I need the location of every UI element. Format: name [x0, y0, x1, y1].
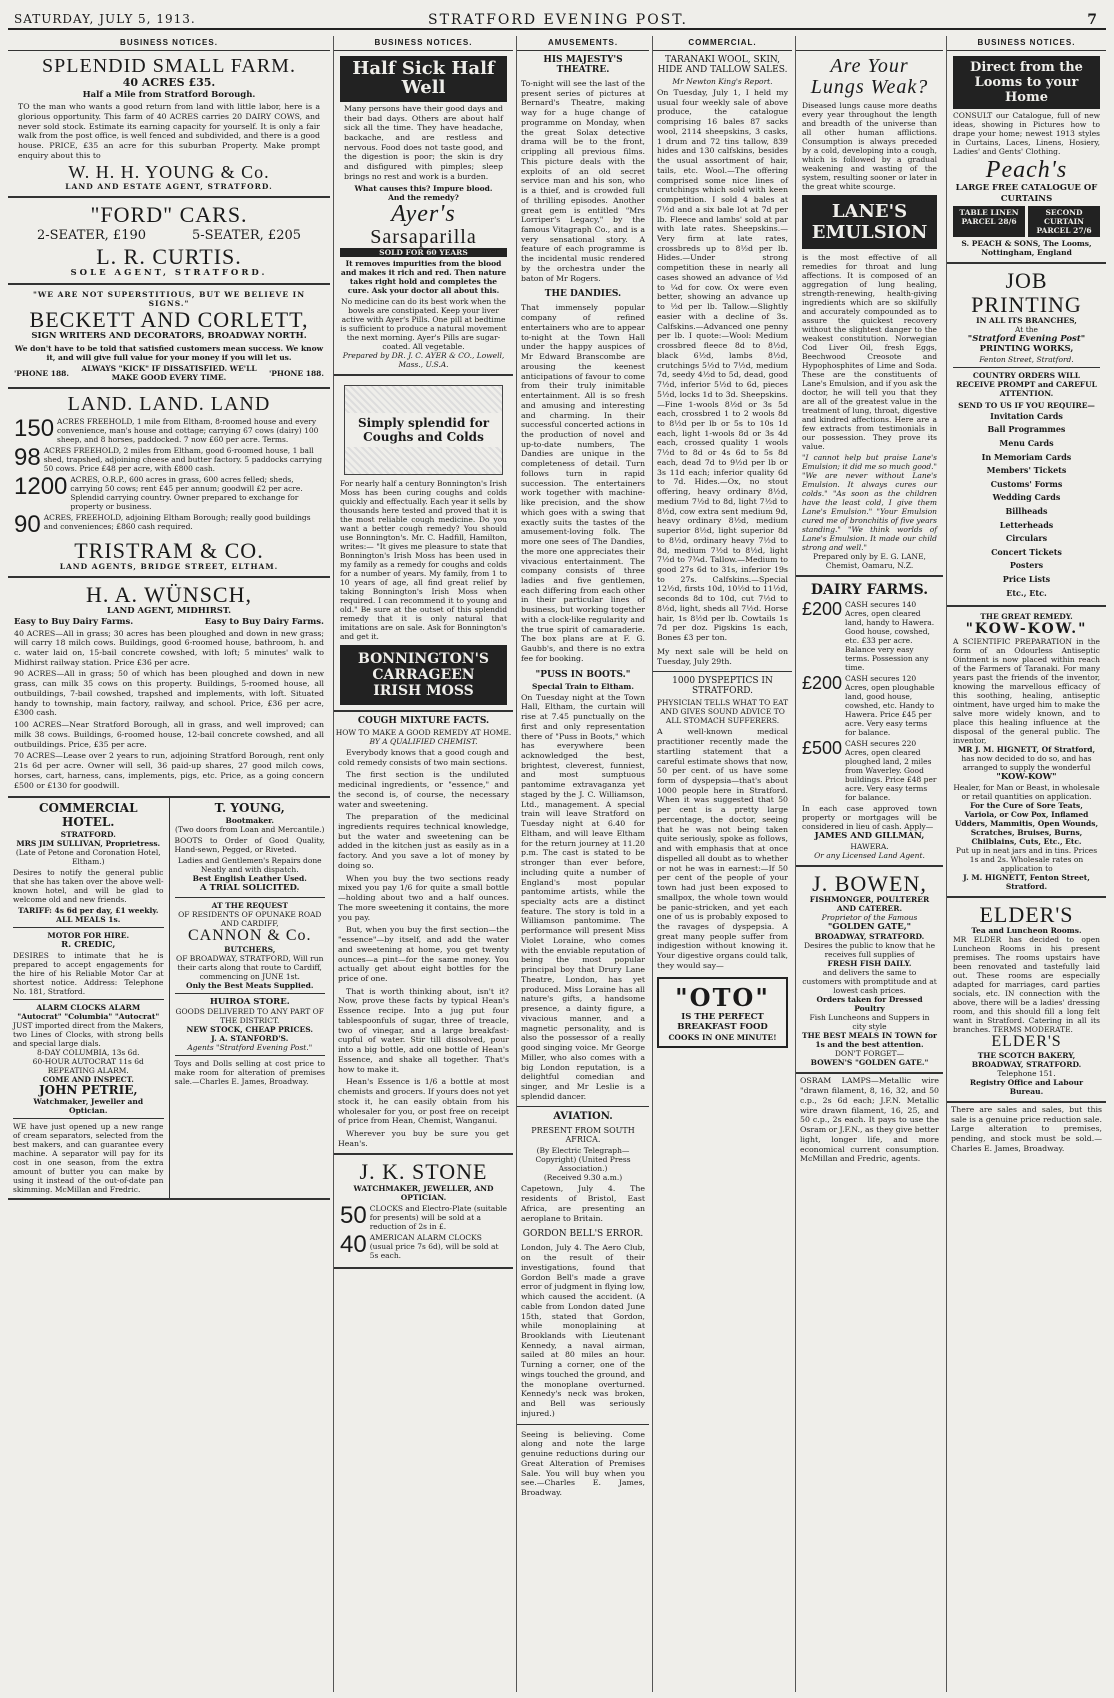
- stone-name: J. K. STONE: [359, 1159, 488, 1185]
- land-item: [14, 446, 324, 473]
- bonnington-illustration: [344, 385, 503, 475]
- job-send: SEND TO US IF YOU REQUIRE—: [958, 400, 1095, 410]
- column-header: [796, 36, 943, 51]
- ford-ad: [8, 198, 330, 286]
- column-2: [333, 36, 513, 1692]
- job-post: "Stratford Evening Post": [967, 333, 1086, 344]
- hotel-text: Desires to notify the general public that she has taken over the above well-known hotel, and will be glad to welcome old and new friends.: [13, 867, 164, 904]
- young-loc: (Two doors from Loan and Mercantile.): [175, 825, 325, 835]
- stone-ad: [334, 1153, 513, 1268]
- motor-name: R. CREDIC,: [61, 939, 116, 950]
- clocks-text: JUST imported direct from the Makers, two Lines of Clocks, with strong bells and special large dials.: [13, 1020, 164, 1048]
- bowen-fish: FRESH FISH DAILY.: [827, 959, 912, 969]
- beckett-ad: [8, 285, 330, 389]
- cannon-only: Only the Best Meats Supplied.: [186, 980, 314, 990]
- dairy-farm-1-cash: £200: [802, 599, 843, 620]
- mixture-para: When you buy the two sections ready mixed you pay 1/6 for quite a small bottle—holding about two and a half ounces. The more sweetening it contains, the more you pay.: [338, 873, 509, 922]
- bowen-role: FISHMONGER, POULTERER AND CATERER.: [809, 894, 930, 913]
- dairy-farm-1: CASH secures 140 Acres, open cleared land, handy to Hawera. Good house, cowshed, etc. £33 per acre. Balance very easy terms. Possession any time.: [845, 600, 935, 673]
- motor-title: MOTOR FOR HIRE.: [47, 930, 130, 940]
- wool-next: My next sale will be held on Tuesday, July 29th.: [657, 646, 788, 666]
- farm-agent: W. H. H. YOUNG & Co.: [68, 161, 270, 182]
- beckett-kick: ALWAYS "KICK" IF DISSATISFIED. WE'LL MAKE GOOD EVERY TIME.: [81, 364, 257, 383]
- dairy-agent: JAMES AND GILLMAN,: [814, 831, 925, 842]
- stone-item-2-number: 40: [340, 1230, 367, 1258]
- dyspeptics-title: 1000 DYSPEPTICS IN STRATFORD.: [672, 676, 773, 697]
- lane-maker: Prepared only by E. G. LANE, Chemist, Oamaru, N.Z.: [813, 552, 926, 570]
- wunsch-slogan-right: Easy to Buy Dairy Farms.: [204, 616, 324, 627]
- beckett-text: We don't have to be told that satisfied customers mean success. We know it, and will give full value for your money if you will let us.: [14, 344, 324, 363]
- beckett-trade: SIGN WRITERS AND DECORATORS, BROADWAY NORTH.: [31, 331, 307, 342]
- wool-title: TARANAKI WOOL, SKIN, HIDE AND TALLOW SALES.: [657, 55, 788, 75]
- wool-report: Mr Newton King's Report.: [672, 77, 773, 86]
- elder-bakery-2: THE SCOTCH BAKERY, BROADWAY, STRATFORD.: [971, 1050, 1082, 1069]
- stone-item-2: AMERICAN ALARM CLOCKS (usual price 7s 6d), will be sold at 5s each.: [369, 1232, 499, 1260]
- land-item: [14, 417, 324, 444]
- mixture-title: COUGH MIXTURE FACTS.: [357, 715, 490, 726]
- lane-text-2: is the most effective of all remedies for throat and lung affections. It is composed of an aggregation of lung healing, strength-renewing, health-giving ingredients which are so skilfully and accurately compounded as to assure the quickest recovery without the slightest danger to the weakest constitution. Norwegian Cod Liver Oil, fresh Eggs, Beechwood Creosote and Hypophosphites of Lime and Soda. These are the constituents of Lane's Emulsion, and if you ask the doctor, he will tell you that they are all of the greatest value in the treatment of lung, throat, digestive and kindred affections. Here are a few extracts from testimonials in our possession. They prove its value.: [802, 253, 937, 451]
- farm-text: TO the man who wants a good return from land with little labor, here is a glorious opportunity. This farm of 40 ACRES carries 20 DAIRY COWS, and never sold stock. Estimate its earning capacity for yourself. It is only a fair walk from the post office, is well fenced and subdivided, and there is a good house. PRICE, £35 an acre for this suburban Property. Make prompt enquiry about this to: [18, 102, 320, 160]
- motor-text: DESIRES to intimate that he is prepared to accept engagements for the hire of his Reliable Motor Car at shortest notice. Address: Telephone No. 181, Stratford.: [13, 950, 164, 996]
- farm-acres: 40 ACRES £35.: [122, 76, 216, 89]
- mixture-para: But, when you buy the first section—the "essence"—by itself, and add the water and sweetening at home, you get twenty ounces—a pint—for the same money. You actually get about eight bottles for the price of one.: [338, 925, 509, 983]
- ayer-ad: [334, 51, 513, 376]
- young-trial: A TRIAL SOLICITED.: [199, 883, 300, 894]
- farm-agent-sub: LAND AND ESTATE AGENT, STRATFORD.: [65, 181, 273, 191]
- kowkow-put: Put up in neat jars and in tins. Prices 1s and 2s. Wholesale rates on application to: [955, 845, 1098, 873]
- stone-role: WATCHMAKER, JEWELLER, AND OPTICIAN.: [353, 1183, 494, 1202]
- job-works: PRINTING WORKS,: [979, 344, 1074, 355]
- column-5: [795, 36, 943, 1692]
- job-country: COUNTRY ORDERS WILL RECEIVE PROMPT and CAREFUL ATTENTION.: [956, 370, 1097, 398]
- clocks-price-1: 8-DAY COLUMBIA, 13s 6d.: [36, 1047, 140, 1057]
- column-header: BUSINESS NOTICES.: [947, 36, 1106, 51]
- list-item: Billheads: [1005, 506, 1048, 517]
- separator-text: WE have just opened up a new range of cream separators, selected from the best makers, and can guarantee every machine. A separator will pay for its cost in one season, from the extra amount of butter you can make by using it instead of the out-of-date pan skimming. McMillan and Fredric.: [13, 1122, 164, 1195]
- sales-text: There are sales and sales, but this sale is a genuine price reduction sale. Large alteration to premises, pending, and stock must be sold.—Charles E. James, Broadway.: [951, 1104, 1102, 1153]
- farm-title: SPLENDID SMALL FARM.: [42, 55, 296, 77]
- oto-claim: IS THE PERFECT BREAKFAST FOOD: [677, 1011, 768, 1033]
- masthead-date: SATURDAY, JULY 5, 1913.: [14, 12, 196, 26]
- lane-text: Diseased lungs cause more deaths every year throughout the length and breadth of the universe than all other human afflictions. Consumption is always preceded by a cold, developing into a cough, which is followed by a gradual weakening and wasting of the system, resulting sooner or later in the great white scourge.: [802, 101, 937, 191]
- land-item-text: ACRES FREEHOLD, 2 miles from Eltham, good 6-roomed house, 1 ball shed, trapshed, adjoining cheese and butter factory. 5 paddocks carrying 50 cows. Price £48 per acre, with £800 cash.: [43, 446, 323, 474]
- hotel-prop: MRS JIM SULLIVAN, Proprietress.: [16, 838, 161, 848]
- dairy-farm-2: CASH secures 120 Acres, open ploughable land, good house, cowshed, etc. Handy to Hawera. Price £45 per acre. Very easy terms for balance.: [845, 674, 935, 738]
- kowkow-t2: has now decided to do so, and has arranged to supply the wonderful: [961, 754, 1092, 773]
- mixture-by: BY A QUALIFIED CHEMIST.: [369, 736, 478, 746]
- dairy-place: HAWERA.: [850, 841, 889, 851]
- bowen-dont: DON'T FORGET—: [834, 1049, 905, 1059]
- clocks-title: ALARM CLOCKS ALARM: [36, 1002, 141, 1012]
- young-best: Best English Leather Used.: [192, 874, 307, 884]
- beckett-tag: "WE ARE NOT SUPERSTITIOUS, BUT WE BELIEVE IN SIGNS.": [32, 290, 306, 309]
- wunsch-ad: [8, 578, 330, 798]
- bowen-name: J. BOWEN,: [812, 870, 927, 896]
- kowkow-ad: [947, 607, 1106, 898]
- page-number: 7: [1087, 12, 1098, 28]
- lane-brand: LANE'S EMULSION: [802, 195, 937, 249]
- list-item: Letterheads: [999, 519, 1054, 530]
- cannon-req: AT THE REQUEST: [211, 900, 288, 910]
- kowkow-name-2: "KOW-KOW": [996, 772, 1057, 783]
- gordon-text: London, July 4. The Aero Club, on the result of their investigations, found that Gordon Bell's made a grave error of judgment in flying low, which caused the accident. (A cable from London dated June 15th, stated that Gordon, while monoplaining at Brooklands with Lieutenant Kennedy, a naval airman, sailed at 80 miles an hour. Turning a corner, one of the wings touched the ground, and the monoplane overturned. Kennedy's neck was broken, and Bell was seriously injured.): [521, 1243, 645, 1418]
- hotel-tariff: TARIFF: 4s 6d per day, £1 weekly.: [18, 905, 159, 915]
- elder-text: MR ELDER has decided to open Luncheon Rooms in his present premises. The rooms upstairs have been renovated and tastefully laid out. These rooms are especially adapted for marriages, card parties socials, etc. IN connection with the above, there will be a ladies' dressing room, and this should fill a long felt want in Stratford. Catering in all its branches. TERMS MODERATE.: [953, 935, 1100, 1034]
- bowen-best: THE BEST MEALS IN TOWN for 1s and the best attention.: [802, 1031, 937, 1050]
- job-street: Fenton Street, Stratford.: [979, 354, 1074, 364]
- ayer-sold: SOLD FOR 60 YEARS: [340, 248, 507, 257]
- kowkow-name: "KOW-KOW.": [965, 621, 1088, 638]
- list-item: Etc., Etc.: [1006, 587, 1047, 598]
- seeing-text: Seeing is believing. Come along and note the large genuine reductions during our Great Alteration of Premises Sale. You will buy when you see.—Charles E. James, Broadway.: [521, 1429, 645, 1497]
- young-title: T. YOUNG,: [214, 801, 285, 816]
- bowen-gate-2: BOWEN'S "GOLDEN GATE.": [810, 1058, 929, 1068]
- mixture-para: The first section is the undiluted medicinal ingredients, or "essence," and the second is, of course, the necessary water and sweetening.: [338, 770, 509, 809]
- list-item: Circulars: [1005, 533, 1048, 544]
- dyspeptics-text: A well-known medical practitioner recently made the startling statement that a careful estimate shows that now, 50 per cent. of us have some form of dyspepsia—that's about 1000 people here in Stratford. When it was suggested that 50 per cent is a pretty large percentage, the doctor, seeing that he was not being taken quite seriously, spoke as follows, and with emphasis that at once dispelled all doubt as to whether or not he was in earnest:—If 50 per cent of the people of your town had just been exposed to smallpox, the whole town would be panic-stricken, and yet each one of us is probably exposed to the ravages of dyspepsia. A great many people suffer from indigestion without knowing it. Your digestive organs could talk, they would say—: [657, 727, 788, 970]
- stone-item-1-number: 50: [340, 1201, 367, 1229]
- elder-bakery: ELDER'S: [991, 1033, 1062, 1050]
- oto-cooks: COOKS IN ONE MINUTE!: [668, 1032, 777, 1042]
- col1-lower-left: [8, 798, 169, 1198]
- dairy-farm-2-cash: £200: [802, 673, 843, 694]
- wool-text: On Tuesday, July 1, I held my usual four weekly sale of above produce, the catalogue comprising 16 bales 87 sacks wool, 2114 sheepskins, 3 casks, 1 drum and 72 tins tallow, 839 hides and 130 calfskins, besides the usual assortment of hair, tails, etc. Wool.—The offering comprised some nice lines of crutchings which sold with keen competition. I sold 4 bales at 7½d and a six bale lot at 7d per lb. Fleece and lambs' sold at par with late rates. Sheepskins.—Very firm at late rates, crossbreds up to 8½d per lb. Hides.—Under strong competition these in nearly all cases showed an advance of ½d to ¼d for cow. Ox were even better, showing an advance up to ½d per lb. Tallow.—Slightly easier with a decline of 3s. Calfskins.—Advanced one penny per lb. I quote:—Wool: Medium crossbred fleece 8d to 8½d, black 6½d, lambs 8½d, crutchings 5½d to 7½d, medium 7d, seedy 4½d to 5d, dead, good 7½d, inferior 5½d to 6d, pieces 5½d, locks 1d to 3d. Sheepskins.—Fine 1-wools 8½d or 3s 5d each, crossbred 1 to 2 wools 8d to 8½d per lb or 5s to 10s 1d each, light 1-wools 8d or 3s 4d each, crossed quality 1 wools 7½d to 8d or 4s 6d to 5s 8d each, dead 7d to 9½d per lb or 3s 11d each; inferior quality 6d to 7d. Hides.—Ox, no stout offering, heavy ordinary 8½d, medium 7½d to 8d, light 7½d to 8½d, cow extra sent medium 9d, heavy ordinary 8½d, medium superior 8½d, light superior 8d to 8½d, ordinary heavy 7½d to 8d, medium 7½d to 8½d, light 7½d to 7¾d. Tallow.—Medium to good 27s 6d to 31s, inferior 19s to 27s. Calfskins.—Special 12½d, firsts 10d, 10½d to 11½d, seconds 8d to 10d, cut 7½d to 8½d, light, sheds all 7½d. Horse hair, 1s 8½d per lb. Cowtails 1s 7d per doz. Pigskins 1s each, Bones £3 per ton.: [657, 88, 788, 643]
- land-item-acres: 98: [14, 444, 41, 472]
- wunsch-role: LAND AGENT, MIDHIRST.: [106, 606, 232, 617]
- job-printing-ad: [947, 264, 1106, 607]
- cannon-of: OF RESIDENTS OF OPUNAKE ROAD AND CARDIFF,: [178, 909, 322, 928]
- gordon-title: GORDON BELL'S ERROR.: [522, 1229, 644, 1240]
- land-item-acres: 1200: [14, 473, 68, 501]
- dairy-farm-3: CASH secures 220 Acres, open cleared ploughed land, 2 miles from Waverley. Good buildings. Price £48 per acre. Very easy terms for balance.: [845, 739, 937, 803]
- cannon-name: CANNON & Co.: [187, 926, 312, 944]
- ayer-text: Many persons have their good days and their bad days. Others are about half sick all the time. They have headache, backache, and are restless and nervous. Food does not taste good, and the digestion is poor; the skin is dry and disfigured with pimples; sleep brings no rest and work is a burden.: [344, 103, 503, 181]
- ford-title: "FORD" CARS.: [90, 201, 248, 227]
- oto-ad: [657, 977, 788, 1048]
- list-item: Concert Tickets: [991, 546, 1062, 557]
- elder-tel: Telephone 151.: [997, 1068, 1056, 1078]
- list-item: Posters: [1009, 560, 1044, 571]
- clocks-names: "Autocrat" "Columbia" "Autocrat": [17, 1011, 160, 1021]
- elder-reg: Registry Office and Labour Bureau.: [969, 1077, 1084, 1096]
- huiroa-text: GOODS DELIVERED TO ANY PART OF THE DISTRICT.: [175, 1007, 325, 1026]
- ayer-and: And the remedy?: [388, 192, 459, 202]
- bowen-t2: and delivers the same to customers with promptitude and at lowest cash prices.: [802, 968, 937, 996]
- column-header: BUSINESS NOTICES.: [8, 36, 330, 51]
- wunsch-item: 100 ACRES—Near Stratford Borough, all in grass, and well improved; can milk 38 cows. Buildings, 6-roomed house, 12-bail concrete cowshed, and all outbuildings. Price, £35 per acre.: [14, 720, 324, 749]
- ayer-question: What causes this? Impure blood.: [354, 183, 493, 193]
- hotel-place: STRATFORD.: [60, 829, 116, 839]
- kowkow-inventor: MR J. M. HIGNETT, Of Stratford,: [957, 745, 1096, 755]
- bowen-lunch: Fish Luncheons and Suppers in city style: [809, 1013, 930, 1032]
- osram-text: OSRAM LAMPS—Metallic wire "drawn filament, 8, 16, 32, and 50 c.p., 2s 6d each; J.F.N. Metallic wire drawn filament, 16, 25, and 50 c.p., 2s each. It pays to use the Osram or J.F.N., as they give better light, longer life, and more economical current consumption. McMillan and Fredric, agents.: [800, 1076, 939, 1164]
- bowen-addr: BROADWAY, STRATFORD.: [814, 932, 925, 942]
- beckett-name: BECKETT AND CORLETT,: [29, 307, 309, 333]
- farm-sub: Half a Mile from Stratford Borough.: [82, 89, 256, 100]
- peach-parcel-1: TABLE LINEN PARCEL 28/6: [953, 206, 1025, 237]
- petrie-role: Watchmaker, Jeweller and Optician.: [33, 1097, 144, 1116]
- dairy-note: In each case approved town property or mortgages will be considered in lieu of cash. Apply—: [802, 804, 937, 832]
- aviation-received: (Received 9.30 a.m.): [543, 1173, 623, 1183]
- lane-quote-1: "I cannot help but praise Lane's Emulsion; it did me so much good.": [802, 453, 938, 471]
- hotel-late: (Late of Petone and Coronation Hotel, Eltham.): [15, 847, 161, 866]
- young-text-2: Ladies and Gentlemen's Repairs done Neatly and with dispatch.: [177, 856, 322, 875]
- list-item: In Memoriam Cards: [981, 451, 1072, 462]
- list-item: Menu Cards: [999, 438, 1054, 449]
- huiroa-new: NEW STOCK, CHEAP PRICES.: [186, 1025, 313, 1035]
- land-item-text: ACRES, FREEHOLD, adjoining Eltham Borough; really good buildings and conveniences; £860 cash required.: [43, 513, 311, 532]
- job-title: JOB PRINTING: [971, 268, 1082, 317]
- hotel-meals: ALL MEALS 1s.: [56, 914, 121, 924]
- mixture-para: Everybody knows that a good cough and cold remedy consists of two main sections.: [338, 747, 509, 767]
- peach-parcel-2: SECOND CURTAIN PARCEL 27/6: [1028, 206, 1100, 237]
- kowkow-text: A SCIENTIFIC PREPARATION in the form of an Odourless Antiseptic Ointment is now placed within reach of the Farmers of Taranaki. For many years past the friends of the inventor, knowing the marvellous efficacy of this soothing, healing, antiseptic ointment, have urged him to make the salve more widely known, and to place this healing influence at the disposal of the general public. The inventor,: [953, 637, 1100, 746]
- kowkow-t3: Healer, for Man or Beast, in wholesale or retail quantities on application.: [953, 782, 1100, 801]
- column-header: BUSINESS NOTICES.: [334, 36, 513, 51]
- dandies-text: That immensely popular company of refined entertainers who are to appear to-night at the Town Hall under the happy auspices of Mr Edward Branscombe are arousing the keenest anticipations of favour to come from their truly inimitable entertainment. All is so fresh and amusing and interesting and charming. In their successful concerted actions in the production of novel and up-to-date numbers, The Dandies are unique in the completeness of detail. Turn follows turn in rapid succession. The entertainers work together with machine-like precision, and the show which goes with a swing that exactly suits the tastes of the amusement-loving folk. The more one sees of The Dandies, the more one appreciates their vivacious entertainment. The company consists of three ladies and five gentlemen, each differing from each other in their particular lines of business, but working together with a clock-like regularity and the true spirit of camaraderie. The box plans are at F. G. Gaubb's, and there is no extra fee for booking.: [521, 303, 645, 663]
- column-header: COMMERCIAL.: [653, 36, 792, 51]
- lane-ad: [796, 51, 943, 577]
- list-item: Wedding Cards: [992, 492, 1061, 503]
- peach-catalogue: LARGE FREE CATALOGUE OF CURTAINS: [955, 183, 1098, 204]
- clocks-inspect: COME AND INSPECT.: [42, 1074, 134, 1084]
- kowkow-title: THE GREAT REMEDY.: [980, 612, 1073, 622]
- land-item-acres: 150: [14, 415, 55, 443]
- column-6: [946, 36, 1106, 1692]
- col1-lower-right: [169, 798, 331, 1198]
- column-3: [516, 36, 649, 1692]
- hotel-title: COMMERCIAL HOTEL.: [38, 801, 138, 830]
- aviation-by: (By Electric Telegraph—Copyright) (United Press Association.): [535, 1146, 631, 1174]
- mixture-para: The preparation of the medicinal ingredients requires technical knowledge, but the water and sweetening can be added in the kitchen just as easily as in a factory. And you save a lot of money by doing so.: [338, 812, 509, 870]
- dairy-ad: [796, 577, 943, 867]
- list-item: Invitation Cards: [990, 410, 1063, 421]
- bowen-orders: Orders taken for Dressed Poultry: [816, 995, 923, 1014]
- ayer-claim: It removes impurities from the blood and makes it rich and red. Then nature takes right hold and completes the cure. Ask your doctor all about this.: [340, 258, 507, 295]
- huiroa-name: J. A. STANFORD'S.: [211, 1034, 289, 1044]
- aviation-title: AVIATION.: [553, 1111, 613, 1123]
- land-item-text: ACRES, O.R.P., 600 acres in grass, 600 acres felled; sheds, carrying 50 cows; rent £45 per annum; goodwill £2 per acre. Splendid carrying country. Owner prepared to exchange for property or business.: [70, 475, 303, 512]
- bonnington-title: Simply splendid for Coughs and Colds: [345, 413, 502, 447]
- ayer-maker: Prepared by DR. J. C. AYER & CO., Lowell, Mass., U.S.A.: [342, 350, 505, 369]
- column-1: [8, 36, 330, 1692]
- elder-sub: Tea and Luncheon Rooms.: [971, 926, 1082, 935]
- oto-brand: "OTO": [675, 982, 770, 1012]
- puss-text: On Tuesday night at the Town Hall, Eltham, the curtain will rise at 7.45 punctually on the first and only representation there of "Puss in Boots," which has everywhere been acknowledged the best, brightest, cleverest, funniest, and most sumptuous pantomime extravaganza yet staged by the J. C. Williamson, Ltd., management. A special train will leave Stratford on Tuesday night at 6.40 for Eltham, and will leave Eltham for the return journey at 11.20 p.m. The cast is stated to be stronger than ever before, including quite a number of England's most popular pantomime artists, while the specialty acts are a distinct feature. The story is told in a Williamson pantomime. The performance will present Miss Violet Loraine, who comes with the enviable reputation of being the most popular principal boy that Drury Lane Theatre, London, has yet produced. Miss Loraine has all nature's gifts, a handsome presence, a dainty figure, a vivacious manner, and a magnetic personality, and is also the possessor of a really good singing voice. Mr George Miller, who also comes with a big London reputation, is a delightful comedian and singer, and Mr Leslie is a splendid dancer.: [521, 692, 645, 1101]
- aviation-text: Capetown, July 4. The residents of Bristol, East Africa, are presenting an aeroplane to Britain.: [521, 1184, 645, 1223]
- mixture-para: Hean's Essence is 1/6 a bottle at most chemists and grocers. If yours does not yet stock it, he can easily obtain from his wholesaler for you, or post free on receipt of price from Hean, Chemist, Wanganui.: [338, 1077, 509, 1126]
- masthead-title: STRATFORD EVENING POST.: [428, 12, 688, 28]
- ayer-title: Half Sick Half Well: [340, 56, 507, 102]
- job-sub: IN ALL ITS BRANCHES,: [976, 315, 1077, 325]
- kowkow-cure: For the Cure of Sore Teats, Variola, or Cow Pox, Inflamed Udders, Mammitis, Open Wounds, Scratches, Bruises, Burns, Chilblains, Cuts, Etc., Etc.: [954, 800, 1099, 846]
- elder-title: ELDER'S: [979, 901, 1074, 927]
- bonnington-text: For nearly half a century Bonnington's Irish Moss has been curing coughs and colds quickly and effectually. Each year it sells by thousands here tested and proved that it is the most reliable cough medicine. Do you want a better cough remedy? You should use Bonnington's. Mr. C. Hadfill, Hamilton, writes:— "It gives me pleasure to state that Bonnington's Irish Moss has been used in my family as a remedy for coughs and colds for a number of years. My family, from 1 to 10 years of age, all find great relief by taking Bonnington's Irish Moss when required. I can recommend it to young and old." Be sure at the outset of this splendid remedy that it is only natural that imitations are on sale. Ask for Bonnington's and get it.: [340, 478, 507, 641]
- dyspeptics-sub: PHYSICIAN TELLS WHAT TO EAT AND GIVES SOUND ADVICE TO ALL STOMACH SUFFERERS.: [656, 698, 789, 726]
- wunsch-item: 70 ACRES—Lease over 2 years to run, adjoining Stratford Borough, rent only 21s 6d per acre. Owner will sell, 36 paid-up shares, 27 good milch cows, horses, cart, harness, cans, implements, pigs, etc. Price, as a going concern £500 or £130 for goodwill.: [14, 751, 324, 790]
- column-header: AMUSEMENTS.: [517, 36, 649, 51]
- dairy-title: DAIRY FARMS.: [810, 582, 929, 598]
- peach-addr: S. PEACH & SONS, The Looms, Nottingham, England: [961, 239, 1092, 258]
- beckett-phone-left: 'PHONE 188.: [14, 368, 70, 378]
- land-title: LAND. LAND. LAND: [67, 393, 271, 416]
- young-role: Bootmaker.: [225, 816, 274, 826]
- wunsch-slogan-left: Easy to Buy Dairy Farms.: [14, 616, 134, 627]
- dairy-farm-3-cash: £500: [802, 738, 843, 759]
- col1-lower-split: [8, 798, 330, 1200]
- lane-title: Are Your Lungs Weak?: [810, 55, 929, 98]
- peach-text: CONSULT our Catalogue, full of new ideas, showing in Pictures how to drape your home; newest 1913 styles in Curtains, Laces, Linens, Hosiery, Ladies' and Gents' Clothing.: [953, 111, 1100, 156]
- puss-title: "PUSS IN BOOTS.": [535, 669, 631, 680]
- masthead: [8, 6, 1106, 30]
- wunsch-name: H. A. WÜNSCH,: [85, 582, 252, 608]
- job-at: At the: [1015, 324, 1038, 334]
- dairy-or: Or any Licensed Land Agent.: [814, 850, 925, 860]
- ford-agent: L. R. CURTIS.: [96, 243, 242, 269]
- ford-price-5seater: 5-SEATER, £205: [191, 227, 302, 243]
- land-agent: TRISTRAM & CO.: [74, 538, 264, 564]
- land-agent-sub: LAND AGENTS, BRIDGE STREET, ELTHAM.: [59, 562, 279, 572]
- puss-sub: Special Train to Eltham.: [532, 681, 634, 691]
- ford-price-2seater: 2-SEATER, £190: [36, 227, 147, 243]
- huiroa-title: HUIROA STORE.: [209, 996, 290, 1007]
- list-item: Members' Tickets: [986, 465, 1067, 476]
- farm-ad: [8, 51, 330, 198]
- aviation-present: PRESENT FROM SOUTH AFRICA.: [531, 1126, 635, 1145]
- bonnington-brand: BONNINGTON'S CARRAGEEN IRISH MOSS: [340, 645, 507, 705]
- kowkow-addr: J. M. HIGNETT, Fenton Street, Stratford.: [963, 872, 1090, 891]
- lane-quote-2: "We are never without Lane's Emulsion. It always cures our colds." "As soon as the children have the least cold, I give them Lane's Emulsion." "Your Emulsion cured me of bronchitis of five years standing." "We think worlds of Lane's Emulsion. It made our child strong and well.": [802, 471, 937, 552]
- stone-item-1: CLOCKS and Electro-Plate (suitable for presents) will be sold at a reduction of 2s in £.: [369, 1203, 507, 1231]
- peach-ad: [947, 51, 1106, 264]
- land-item-acres: 90: [14, 511, 41, 539]
- bonnington-ad: [334, 376, 513, 712]
- wunsch-item: 40 ACRES—All in grass; 30 acres has been ploughed and down in new grass; will carry 18 milch cows. Buildings, good 6-roomed house, bathroom, h. and c. water laid on, 15-bail concrete cowshed, with loft; 5 minutes' walk to Midhirst railway station. Price £36 per acre.: [14, 628, 324, 667]
- mixture-para: That is worth thinking about, isn't it? Now, prove these facts by typical Hean's Essence recipe. Into a jug put four tablespoonfuls of sugar, three of treacle, two of vinegar, and a large breakfast-cupful of water. Stir till dissolved, pour into a big bottle, add one bottle of Hean's Essence, and shake all together. That's how to make it.: [338, 986, 509, 1074]
- bowen-ad: [796, 867, 943, 1075]
- toys-text: Toys and Dolls selling at cost price to make room for alteration of premises sale.—Charles E. James, Broadway.: [174, 1059, 325, 1087]
- peach-brand: Peach's: [985, 157, 1068, 183]
- mixture-sub: HOW TO MAKE A GOOD REMEDY AT HOME.: [335, 727, 512, 737]
- beckett-phone-right: 'PHONE 188.: [268, 368, 324, 378]
- land-ad: [8, 389, 330, 578]
- bowen-t1: Desires the public to know that he receives full supplies of: [803, 941, 936, 960]
- land-item: [14, 475, 324, 511]
- cannon-addr: OF BROADWAY, STRATFORD, Will run their carts along that route to Cardiff, commencing on JUNE 1st.: [176, 953, 324, 981]
- theatre-text: To-night will see the last of the present series of pictures at Bernard's Theatre, making way for a huge change of programme on Monday, when the great Solax detective drama will be to the front, crippling all previous films. This picture deals with the exploits of an old secret service man and his son, who is a thief, and is crowded full of thrilling episodes. Another great gem is entitled "Mrs Lorriper's Legacy," by the famous Vitagraph Co., and is a very sensational story. A feature of each programme is the incidental music rendered by the orchestra under the baton of Mr Rogers.: [521, 79, 645, 283]
- petrie-name: JOHN PETRIE,: [38, 1082, 138, 1097]
- clocks-price-3: REPEATING ALARM.: [47, 1065, 129, 1075]
- ayer-brand-2: Sarsaparilla: [370, 225, 477, 248]
- cannon-role: BUTCHERS,: [224, 944, 276, 954]
- ford-sub: SOLE AGENT, STRATFORD.: [70, 267, 268, 278]
- mixture-para: Wherever you buy be sure you get Hean's.: [338, 1129, 509, 1148]
- bowen-gate: "GOLDEN GATE,": [827, 921, 912, 932]
- clocks-price-2: 60-HOUR AUTOCRAT 11s 6d: [32, 1056, 144, 1066]
- job-items: [953, 410, 1100, 600]
- wunsch-item: 90 ACRES—All in grass; 50 of which has been ploughed and down in new grass, can milk 35 cows on this property. Buildings, 5-roomed house, all outbuildings, 7-bail cowshed, trapshed and implements, with loft. Situated handy to township, main factory, railway, and school. Price, £36 per acre, £300 cash.: [14, 669, 324, 718]
- land-item-text: ACRES FREEHOLD, 1 mile from Eltham, 8-roomed house and every convenience, man's house and cottage; carrying 67 cows (dairy) 100 sheep, and 8 horses, paddocked. 7 now £60 per acre. Terms.: [57, 417, 319, 445]
- ayer-brand: Ayer's: [391, 200, 456, 227]
- bowen-prop: Proprietor of the Famous: [821, 912, 918, 922]
- list-item: Ball Programmes: [987, 424, 1066, 435]
- theatre-title: HIS MAJESTY'S THEATRE.: [543, 55, 623, 75]
- list-item: Customs' Forms: [990, 478, 1063, 489]
- list-item: Price Lists: [1002, 574, 1051, 584]
- column-4: [652, 36, 792, 1692]
- young-text: BOOTS to Order of Good Quality, Hand-sewn, Pegged, or Riveted.: [174, 836, 325, 855]
- mixture-article: [334, 716, 513, 1154]
- elder-ad: [947, 898, 1106, 1103]
- ayer-alc: No medicine can do its best work when the bowels are constipated. Keep your liver active with Ayer's Pills. One pill at bedtime is sufficient to produce a natural movement the next morning. Ayer's Pills are sugar-coated. All vegetable.: [340, 296, 507, 351]
- land-item: [14, 513, 324, 537]
- peach-title: Direct from the Looms to your Home: [953, 56, 1100, 109]
- dandies-title: THE DANDIES.: [544, 289, 622, 300]
- huiroa-ref: Agents "Stratford Evening Post.": [187, 1043, 313, 1053]
